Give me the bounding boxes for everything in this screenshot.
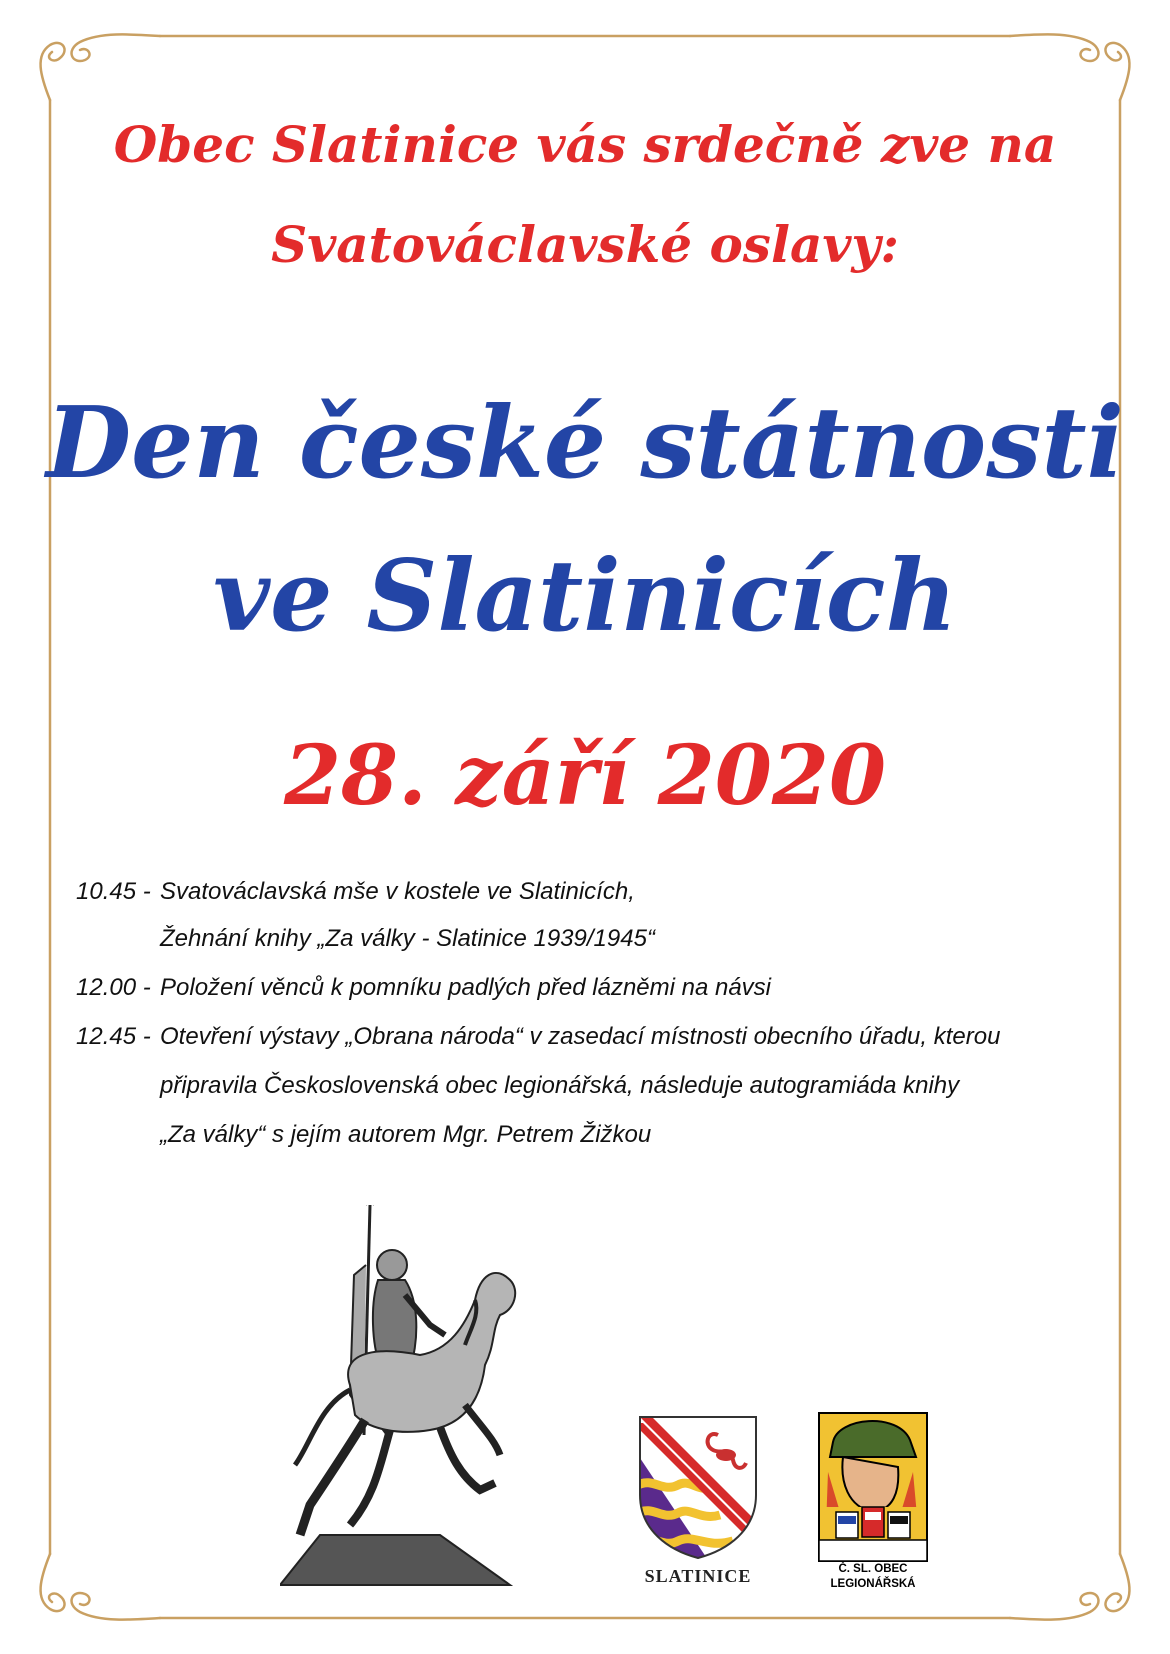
program-item-3-continuation — [0, 1113, 1170, 1157]
crest-label: SLATINICE — [644, 1566, 752, 1586]
saint-wenceslas-statue-icon — [280, 1205, 540, 1600]
legion-emblem-icon — [818, 1412, 928, 1562]
program-time: 12.45 - — [76, 1023, 151, 1050]
program-item-1 — [0, 870, 1170, 914]
program-time: 10.45 - — [76, 878, 151, 905]
invitation-line-2: Svatováclavské oslavy: — [271, 215, 899, 274]
program-item-3 — [0, 1015, 1170, 1059]
invitation-line-1: Obec Slatinice vás srdečně zve na — [113, 115, 1057, 174]
main-title-line-2: ve Slatinicích — [213, 539, 957, 654]
legion-label-line-1: Č. SL. OBEC — [838, 1563, 908, 1575]
program-text-continued: připravila Československá obec legionářská, následuje autogramiáda knihy — [160, 1072, 960, 1099]
legion-label-line-2: LEGIONÁŘSKÁ — [830, 1578, 916, 1590]
program-time: 12.00 - — [76, 974, 151, 1001]
program-item-2 — [0, 966, 1170, 1010]
program-item-1-continuation — [0, 917, 1170, 961]
event-date: 28. září 2020 — [283, 728, 887, 824]
program-text: Otevření výstavy „Obrana národa“ v zasedací místnosti obecního úřadu, kterou — [160, 1023, 1001, 1050]
program-item-3-continuation — [0, 1064, 1170, 1108]
slatinice-coat-of-arms-icon — [638, 1415, 758, 1560]
program-text: Svatováclavská mše v kostele ve Slatinicích, — [160, 878, 635, 905]
program-text-continued: „Za války“ s jejím autorem Mgr. Petrem Žižkou — [160, 1121, 652, 1148]
program-text: Položení věnců k pomníku padlých před lázněmi na návsi — [160, 974, 772, 1001]
main-title-line-1: Den české státnosti — [46, 386, 1124, 501]
program-text-continued: Žehnání knihy „Za války - Slatinice 1939/1945“ — [160, 925, 655, 952]
